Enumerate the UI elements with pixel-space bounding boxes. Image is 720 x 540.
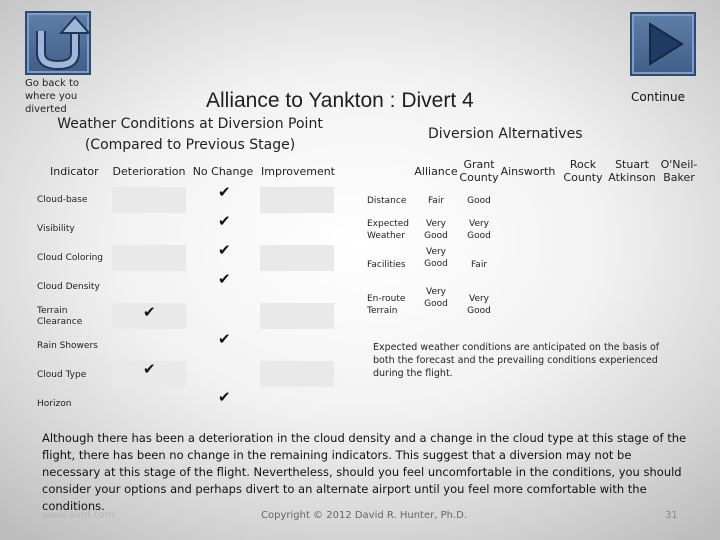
row-label-rain-showers: Rain Showers [37,341,98,351]
no-change-header: No Change [192,165,254,178]
check-icon: ✔ [218,388,231,406]
continue-link[interactable]: Continue [631,90,685,104]
alt-value: Very Good [467,219,491,241]
expected-weather-note: Expected weather conditions are anticipated on the basis of both the forecast and the prevailing conditions experienced during the flight. [373,342,660,379]
row-label-cloud-base: Cloud-base [37,195,88,205]
check-icon: ✔ [218,212,231,230]
play-arrow-icon [632,14,694,74]
alt-value: Very Good [467,294,491,316]
alt-row-label-en-route-terrain: En-route Terrain [367,294,406,316]
alliance-header: Alliance [414,165,458,178]
alt-value: Very Good [424,287,448,309]
row-label-horizon: Horizon [37,399,72,409]
check-icon: ✔ [218,241,231,259]
continue-button[interactable] [630,12,696,76]
back-note: Go back to where you diverted [25,78,80,115]
deterioration-header: Deterioration [112,165,186,178]
alt-row-label-distance: Distance [367,196,407,206]
footer-copyright: Copyright © 2012 David R. Hunter, Ph.D. [261,510,468,521]
alt-row-label-facilities: Facilities [367,260,406,270]
alt-value: Good [467,196,491,206]
rock-county-header: Rock County [563,158,603,184]
u-turn-arrow-icon [27,13,89,73]
check-icon: ✔ [218,270,231,288]
oneil-baker-header: O'Neil-Baker [660,158,698,184]
subtitle-line-2: (Compared to Previous Stage) [84,137,296,153]
check-icon: ✔ [143,360,156,378]
page-title: Alliance to Yankton : Divert 4 [206,89,474,112]
stuart-atkinson-header: Stuart Atkinson [608,158,656,184]
alt-value: Fair [470,260,488,270]
grant-county-header: Grant County [459,158,499,184]
row-label-cloud-coloring: Cloud Coloring [37,253,103,263]
alt-value: Fair [427,196,445,206]
go-back-button[interactable] [25,11,91,75]
check-icon: ✔ [143,303,156,321]
row-label-terrain-clearance: Terrain Clearance [37,306,83,327]
alt-row-label-expected-weather: Expected Weather [367,219,409,241]
page-number: 31 [665,510,678,521]
row-label-cloud-type: Cloud Type [37,370,87,380]
row-label-cloud-density: Cloud Density [37,282,100,292]
alternatives-title: Diversion Alternatives [428,126,583,142]
improvement-header: Improvement [261,165,335,178]
summary-paragraph: Although there has been a deterioration in the cloud density and a change in the cloud type at this stage of the flight, there has been no change in the remaining indicators. This suggest that a diversion may not be necessary at this stage of the flight. Nevertheless, should you feel uncomfortable in the conditions, you should consider your options and perhaps divert to an alternate airport until you feel more comfortable with the conditions. [42,431,687,513]
row-label-visibility: Visibility [37,224,75,234]
footer-site: www.avhf.com [42,510,115,521]
ainsworth-header: Ainsworth [500,165,556,178]
subtitle-line-1: Weather Conditions at Diversion Point [57,116,323,132]
alt-value: Very Good [424,247,448,269]
check-icon: ✔ [218,330,231,348]
alt-value: Very Good [424,219,448,241]
check-icon: ✔ [218,183,231,201]
indicator-header: Indicator [50,165,99,178]
